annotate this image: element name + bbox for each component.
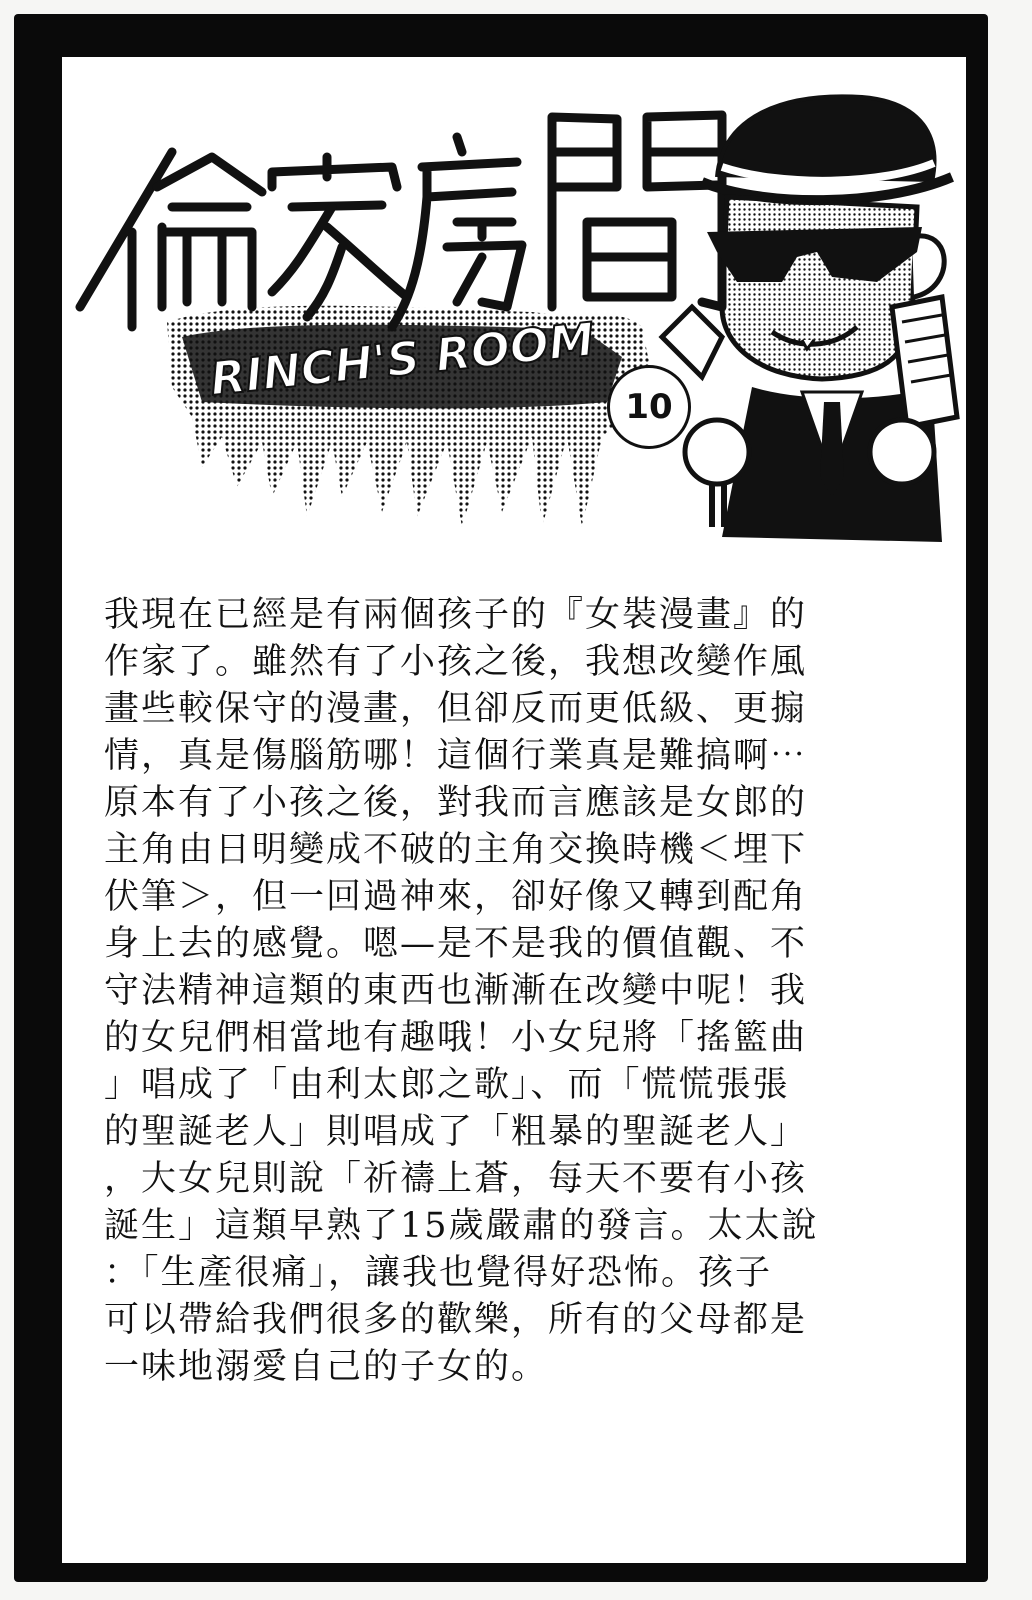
essay-line: 一味地溺愛自己的子女的。 bbox=[104, 1347, 549, 1387]
header-art bbox=[62, 57, 966, 577]
essay-line: 作家了。雖然有了小孩之後，我想改變作風 bbox=[104, 642, 808, 682]
mascot-icon bbox=[662, 96, 957, 542]
essay-line: 原本有了小孩之後，對我而言應該是女郎的 bbox=[104, 783, 808, 823]
essay-line: 主角由日明變成不破的主角交換時機＜埋下 bbox=[104, 830, 808, 870]
svg-text:RINCH'S ROOM: RINCH'S ROOM bbox=[207, 311, 597, 406]
essay-line: 伏筆＞，但一回過神來，卻好像又轉到配角 bbox=[104, 877, 808, 917]
essay-line: 身上去的感覺。嗯—是不是我的價值觀、不 bbox=[104, 924, 808, 964]
essay-line: 畫些較保守的漫畫，但卻反而更低級、更搧 bbox=[104, 689, 808, 729]
content-panel bbox=[62, 57, 966, 1563]
essay-line: 的女兒們相當地有趣哦！小女兒將「搖籃曲 bbox=[104, 1018, 808, 1058]
essay-line: ，大女兒則說「祈禱上蒼，每天不要有小孩 bbox=[104, 1159, 808, 1199]
essay-text bbox=[104, 592, 904, 1391]
essay-line: 情，真是傷腦筋哪！這個行業真是難搞啊⋯ bbox=[104, 736, 808, 776]
essay-line: 」唱成了「由利太郎之歌」、而「慌慌張張 bbox=[104, 1065, 790, 1105]
essay-line: 誕生」這類早熟了15歲嚴肅的發言。太太說 bbox=[104, 1206, 819, 1246]
essay-line: 守法精神這類的東西也漸漸在改變中呢！我 bbox=[104, 971, 808, 1011]
essay-line: ：「生產很痛」，讓我也覺得好恐怖。孩子 bbox=[104, 1253, 773, 1293]
issue-number-badge: 10 bbox=[607, 365, 691, 449]
essay-line: 的聖誕老人」則唱成了「粗暴的聖誕老人」 bbox=[104, 1112, 808, 1152]
essay-line: 可以帶給我們很多的歡樂，所有的父母都是 bbox=[104, 1300, 808, 1340]
title-logo-icon bbox=[62, 57, 966, 577]
essay-line: 我現在已經是有兩個孩子的『女裝漫畫』的 bbox=[104, 595, 808, 635]
